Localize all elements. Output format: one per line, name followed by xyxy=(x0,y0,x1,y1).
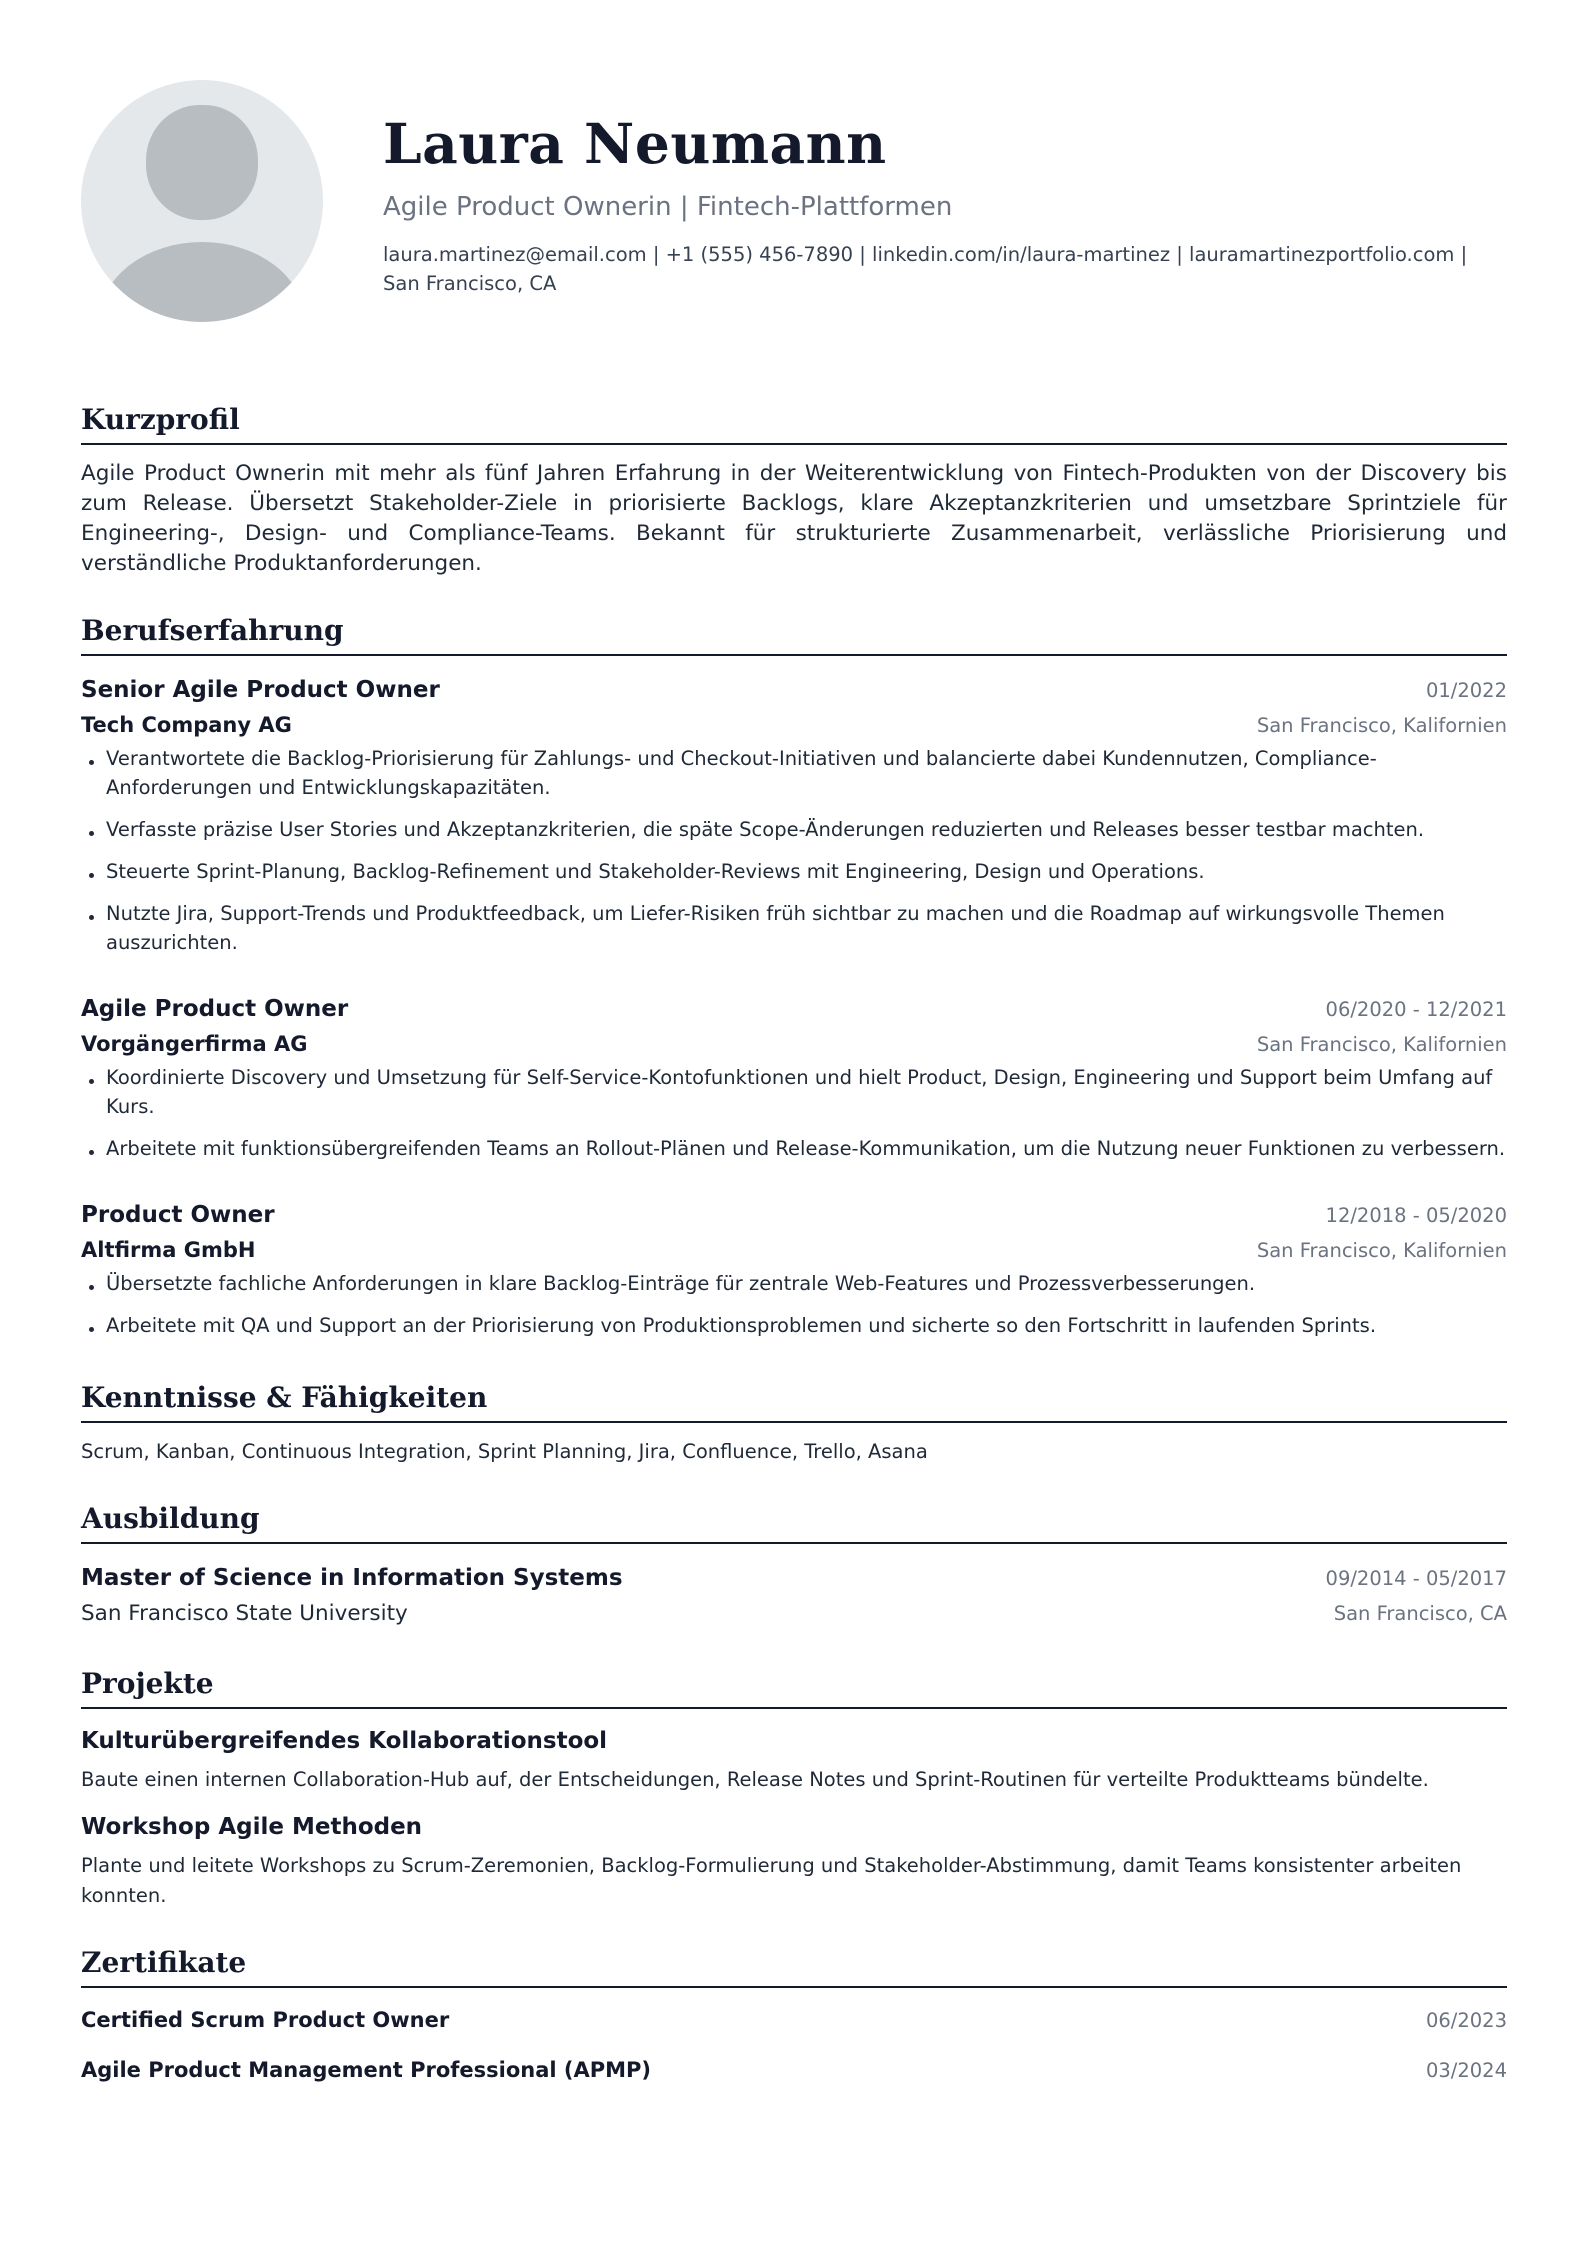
projects-section xyxy=(81,1666,1507,1911)
person-name: Laura Neumann xyxy=(383,111,887,176)
project-description: Baute einen internen Collaboration-Hub auf, der Entscheidungen, Release Notes und Sprint-Routinen für verteilte Produktteams bündelte. xyxy=(81,1768,1429,1791)
experience-section xyxy=(81,613,1507,1340)
section-title-education: Ausbildung xyxy=(81,1501,1507,1544)
section-title-experience: Berufserfahrung xyxy=(81,613,1507,656)
bullet-item: Arbeitete mit QA und Support an der Priorisierung von Produktionsproblemen und sicherte so den Fortschritt in laufenden Sprints. xyxy=(81,1311,1507,1340)
bullet-item: Verfasste präzise User Stories und Akzeptanzkriterien, die späte Scope-Änderungen reduzierten und Releases besser testbar machten. xyxy=(81,815,1507,844)
job-entry xyxy=(81,672,1507,957)
job-title: Product Owner xyxy=(81,1202,275,1228)
job-entry xyxy=(81,1197,1507,1340)
certificate-name: Certified Scrum Product Owner xyxy=(81,2008,450,2032)
summary-text: Agile Product Ownerin mit mehr als fünf Jahren Erfahrung in der Weiterentwicklung von Fintech-Produkten von der Discovery bis zum Release. Übersetzt Stakeholder-Ziele in priorisierte Backlogs, klare Akzeptanzkriterien und umsetzbare Sprintziele für Engineering-, Design- und Compliance-Teams. Bekannt für strukturierte Zusammenarbeit, verlässliche Priorisierung und verständliche Produktanforderungen. xyxy=(81,461,1507,576)
company-name: Vorgängerfirma AG xyxy=(81,1032,308,1056)
job-bullets xyxy=(81,1269,1507,1340)
certificate-entry xyxy=(81,2054,1507,2086)
avatar-head-shape xyxy=(146,105,258,220)
bullet-item: Nutzte Jira, Support-Trends und Produktfeedback, um Liefer-Risiken früh sichtbar zu machen und die Roadmap auf wirkungsvolle Themen auszurichten. xyxy=(81,899,1507,957)
project-description: Plante und leitete Workshops zu Scrum-Zeremonien, Backlog-Formulierung und Stakeholder-Abstimmung, damit Teams konsistenter arbeiten konnten. xyxy=(81,1854,1462,1907)
bullet-item: Koordinierte Discovery und Umsetzung für Self-Service-Kontofunktionen und hielt Product, Design, Engineering und Support beim Umfang auf Kurs. xyxy=(81,1063,1507,1121)
section-title-projects: Projekte xyxy=(81,1666,1507,1709)
contact-line: laura.martinez@email.com | +1 (555) 456-7890 | linkedin.com/in/laura-martinez | lauramartinezportfolio.com | San Francisco, CA xyxy=(383,243,1468,295)
bullet-item: Arbeitete mit funktionsübergreifenden Teams an Rollout-Plänen und Release-Kommunikation, um die Nutzung neuer Funktionen zu verbessern. xyxy=(81,1134,1507,1163)
project-entry xyxy=(81,1723,1507,1795)
bullet-item: Verantwortete die Backlog-Priorisierung für Zahlungs- und Checkout-Initiativen und balancierte dabei Kundennutzen, Compliance-Anforderungen und Entwicklungskapazitäten. xyxy=(81,744,1507,802)
company-name: Tech Company AG xyxy=(81,713,292,737)
job-entry xyxy=(81,991,1507,1163)
job-date: 06/2020 - 12/2021 xyxy=(1325,998,1507,1021)
job-date: 01/2022 xyxy=(1425,679,1507,702)
job-location: San Francisco, Kalifornien xyxy=(1256,1239,1507,1262)
education-entry xyxy=(81,1560,1507,1632)
section-title-certificates: Zertifikate xyxy=(81,1945,1507,1988)
section-title-skills: Kenntnisse & Fähigkeiten xyxy=(81,1380,1507,1423)
certificate-name: Agile Product Management Professional (APMP) xyxy=(81,2058,652,2082)
resume-header xyxy=(81,0,1507,340)
avatar-body-shape xyxy=(99,242,305,322)
job-bullets xyxy=(81,744,1507,957)
job-title: Agile Product Owner xyxy=(81,996,349,1022)
job-headline: Agile Product Ownerin | Fintech-Plattformen xyxy=(383,192,953,222)
certificate-date: 03/2024 xyxy=(1425,2059,1507,2082)
company-name: Altfirma GmbH xyxy=(81,1238,256,1262)
skills-text: Scrum, Kanban, Continuous Integration, Sprint Planning, Jira, Confluence, Trello, Asana xyxy=(81,1440,928,1463)
header-info xyxy=(383,110,1507,298)
avatar xyxy=(81,80,323,322)
bullet-item: Übersetzte fachliche Anforderungen in klare Backlog-Einträge für zentrale Web-Features und Prozessverbesserungen. xyxy=(81,1269,1507,1298)
job-date: 12/2018 - 05/2020 xyxy=(1325,1204,1507,1227)
degree-title: Master of Science in Information Systems xyxy=(81,1565,623,1591)
skills-section xyxy=(81,1380,1507,1467)
job-location: San Francisco, Kalifornien xyxy=(1256,1033,1507,1056)
bullet-item: Steuerte Sprint-Planung, Backlog-Refinement und Stakeholder-Reviews mit Engineering, Design und Operations. xyxy=(81,857,1507,886)
certificate-entry xyxy=(81,2004,1507,2036)
education-date: 09/2014 - 05/2017 xyxy=(1325,1567,1507,1590)
project-title: Kulturübergreifendes Kollaborationstool xyxy=(81,1728,608,1754)
education-section xyxy=(81,1501,1507,1632)
project-entry xyxy=(81,1809,1507,1911)
school-name: San Francisco State University xyxy=(81,1601,408,1626)
job-location: San Francisco, Kalifornien xyxy=(1256,714,1507,737)
summary-section xyxy=(81,402,1507,579)
section-title-summary: Kurzprofil xyxy=(81,402,1507,445)
certificate-date: 06/2023 xyxy=(1425,2009,1507,2032)
project-title: Workshop Agile Methoden xyxy=(81,1814,423,1840)
school-location: San Francisco, CA xyxy=(1333,1602,1507,1625)
job-bullets xyxy=(81,1063,1507,1163)
job-title: Senior Agile Product Owner xyxy=(81,677,440,703)
certificates-section xyxy=(81,1945,1507,2086)
